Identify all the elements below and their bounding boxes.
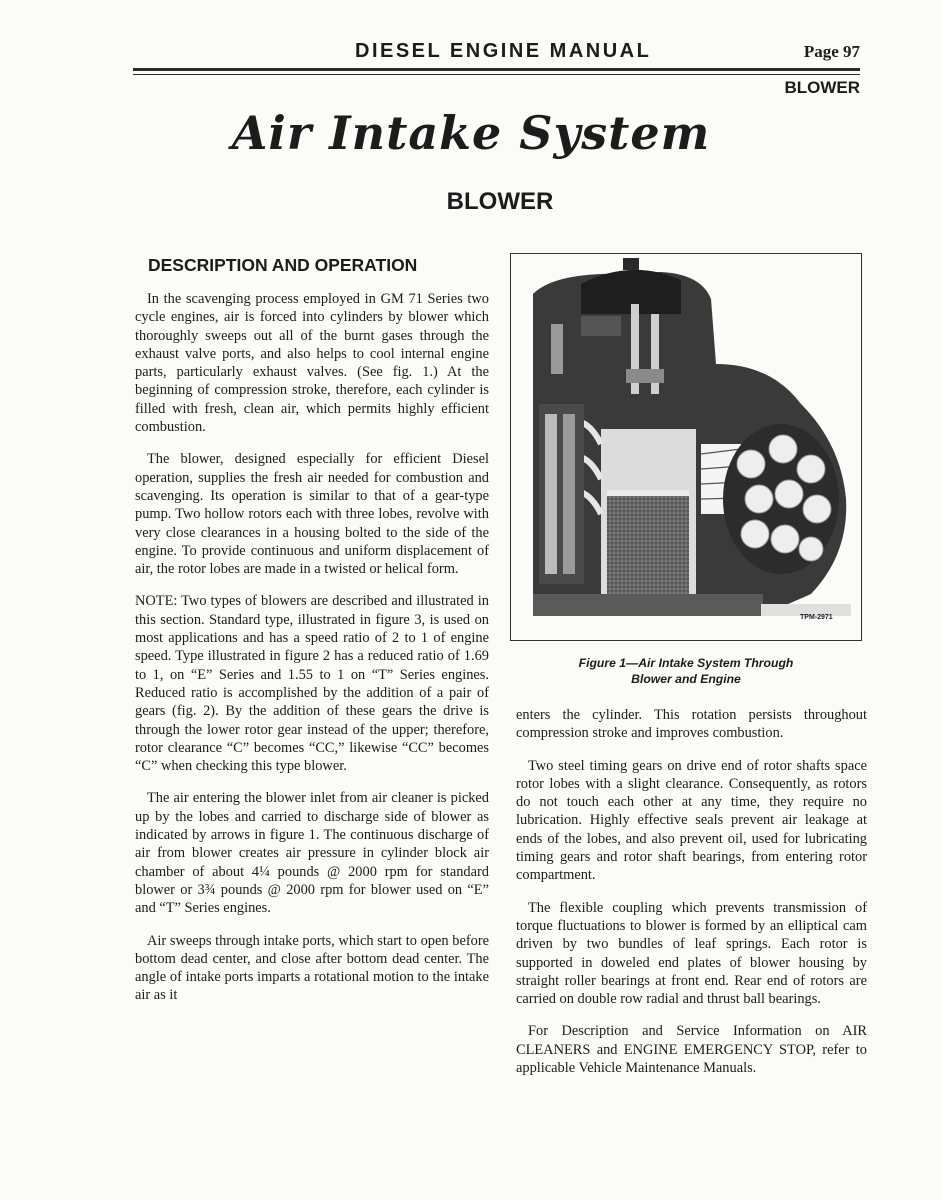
section-tag: BLOWER [784, 78, 860, 97]
section-heading: DESCRIPTION AND OPERATION [148, 255, 418, 275]
paragraph: Air sweeps through intake ports, which start to open before bottom dead center, and close after bottom dead center. The angle of intake ports imparts a rotational motion to the intake air as it [135, 932, 489, 1004]
figure-illustration [510, 253, 862, 641]
figure-caption [510, 655, 862, 687]
paragraph: In the scavenging process employed in GM 71 Series two cycle engines, air is forced into cylinders by blower which thoroughly sweeps out all of the burnt gases through the exhaust valve ports, and also helps to cool internal engine parts, particularly exhaust valves. (See fig. 1.) At the beginning of compression stroke, therefore, each cylinder is filled with fresh, clean air, which permits highly efficient combustion. [135, 291, 489, 436]
caption-line: Blower and Engine [631, 672, 741, 686]
paragraph: The flexible coupling which prevents transmission of torque fluctuations to blower is formed by an elliptical cam driven by two bundles of leaf springs. Each rotor is supported in doweled end plates of blower housing by straight roller bearings at front end. Rear end of rotors are carried on double row radial and thrust ball bearings. [516, 899, 867, 1008]
paragraph: The blower, designed especially for efficient Diesel operation, supplies the fresh air needed for combustion and scavenging. Its operation is similar to that of a gear-type pump. Two hollow rotors each with three lobes, revolve with very close clearances in a housing bolted to the side of the engine. To provide continuous and uniform displacement of air, the rotor lobes are made in a twisted or helical form. [135, 451, 489, 578]
running-title: DIESEL ENGINE MANUAL [355, 40, 652, 62]
right-column [516, 706, 867, 1091]
paragraph: enters the cylinder. This rotation persists throughout compression stroke and improves combustion. [516, 707, 867, 742]
paragraph: For Description and Service Information on AIR CLEANERS and ENGINE EMERGENCY STOP, refer to applicable Vehicle Maintenance Manuals. [516, 1023, 867, 1077]
figure-code: TPM-2971 [800, 614, 833, 621]
note-paragraph: NOTE: Two types of blowers are described and illustrated in this section. Standard type, illustrated in figure 3, is used on most applications and has a speed ratio of 2 to 1 of engine speed. Type illustrated in figure 2 has a reduced ratio of 1.69 to 1, on “E” Series and 1.55 to 1 on “T” Series engines. Reduced ratio is accomplished by the addition of a pair of gears (fig. 2). By the addition of these gears the drive is through the lower rotor gear instead of the upper; therefore, rotor clearance “C” becomes “CC,” likewise “CC” becomes “C” when checking this type blower. [135, 593, 489, 775]
header-rule [133, 68, 860, 71]
paragraph: Two steel timing gears on drive end of rotor shafts space rotor lobes with a slight clearance. Consequently, as rotors do not touch each other at any time, they require no lubrication. Highly effective seals prevent air leakage at ends of the lobes, and also prevent oil, used for lubricating timing gears and rotor shaft bearings, from entering rotor compartment. [516, 757, 867, 884]
paragraph: The air entering the blower inlet from air cleaner is picked up by the lobes and carried to discharge side of blower as indicated by arrows in figure 1. The continuous discharge of air from blower creates air pressure in cylinder block air chamber of about 4¼ pounds @ 2000 rpm for standard blower or 3¾ pounds @ 2000 rpm for blower used on “E” and “T” Series engines. [135, 790, 489, 917]
header-rule-thin [133, 74, 860, 75]
page-title: Air Intake System [231, 106, 711, 160]
engine-cutaway-drawing [511, 254, 861, 640]
caption-line: Figure 1—Air Intake System Through [578, 656, 794, 670]
page-number: Page 97 [803, 42, 860, 61]
left-column [135, 290, 489, 1019]
main-heading: BLOWER [446, 188, 554, 215]
